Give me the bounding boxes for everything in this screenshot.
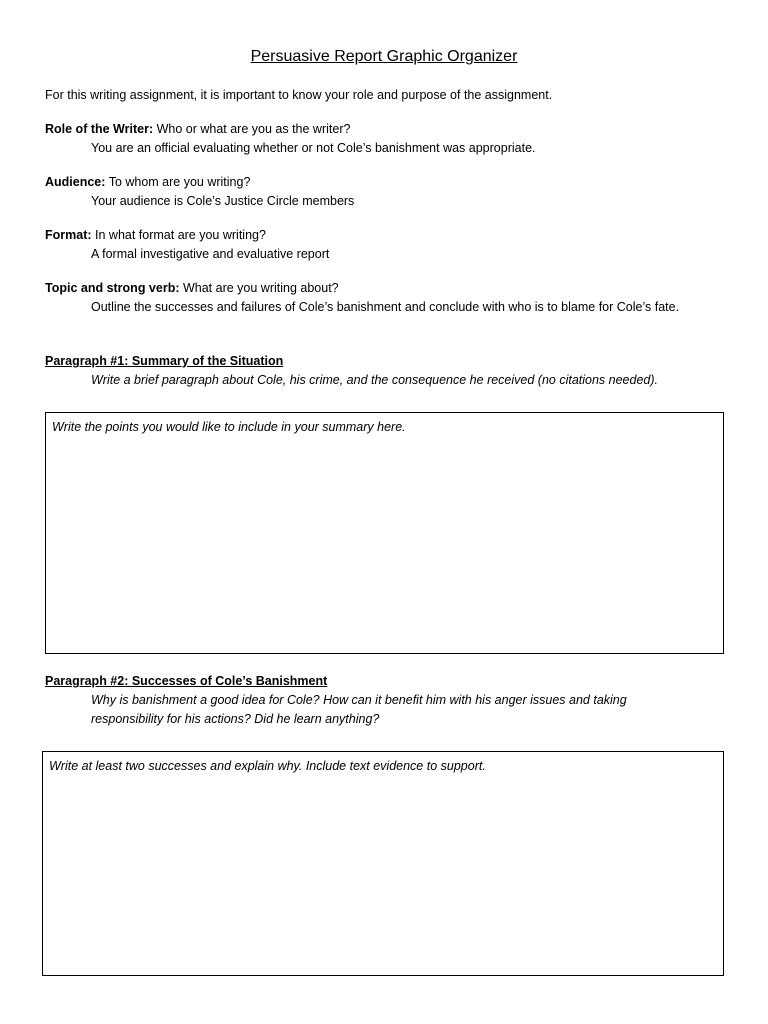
summary-box-prompt: Write the points you would like to include in your summary here. bbox=[52, 420, 406, 434]
paragraph2-instruction: Why is banishment a good idea for Cole? How can it benefit him with his anger issues and taking responsibility for his actions? Did he learn anything? bbox=[91, 693, 627, 726]
paragraph2-heading: Paragraph #2: Successes of Cole’s Banishment bbox=[45, 674, 328, 688]
format-answer: A formal investigative and evaluative report bbox=[91, 247, 330, 261]
paragraph1-instruction: Write a brief paragraph about Cole, his crime, and the consequence he received (no citations needed). bbox=[91, 373, 658, 387]
audience-answer: Your audience is Cole’s Justice Circle members bbox=[91, 194, 355, 208]
topic-label: Topic and strong verb: bbox=[45, 281, 180, 295]
successes-box-prompt: Write at least two successes and explain why. Include text evidence to support. bbox=[49, 759, 486, 773]
role-line bbox=[45, 120, 350, 139]
successes-writing-box[interactable] bbox=[42, 751, 724, 976]
topic-line bbox=[45, 279, 339, 298]
format-label: Format: bbox=[45, 228, 92, 242]
topic-answer: Outline the successes and failures of Cole’s banishment and conclude with who is to blame for Cole’s fate. bbox=[91, 300, 680, 314]
paragraph1-heading: Paragraph #1: Summary of the Situation bbox=[45, 354, 284, 368]
role-answer: You are an official evaluating whether or not Cole’s banishment was appropriate. bbox=[91, 141, 536, 155]
audience-line bbox=[45, 173, 250, 192]
audience-label: Audience: bbox=[45, 175, 106, 189]
intro-text: For this writing assignment, it is important to know your role and purpose of the assignment. bbox=[45, 88, 553, 102]
format-question: In what format are you writing? bbox=[95, 228, 266, 242]
topic-question: What are you writing about? bbox=[182, 281, 339, 295]
page-title: Persuasive Report Graphic Organizer bbox=[250, 48, 518, 65]
role-label: Role of the Writer: bbox=[45, 122, 154, 136]
audience-question: To whom are you writing? bbox=[108, 175, 251, 189]
summary-writing-box[interactable] bbox=[45, 412, 724, 654]
role-question: Who or what are you as the writer? bbox=[156, 122, 351, 136]
format-line bbox=[45, 226, 266, 245]
